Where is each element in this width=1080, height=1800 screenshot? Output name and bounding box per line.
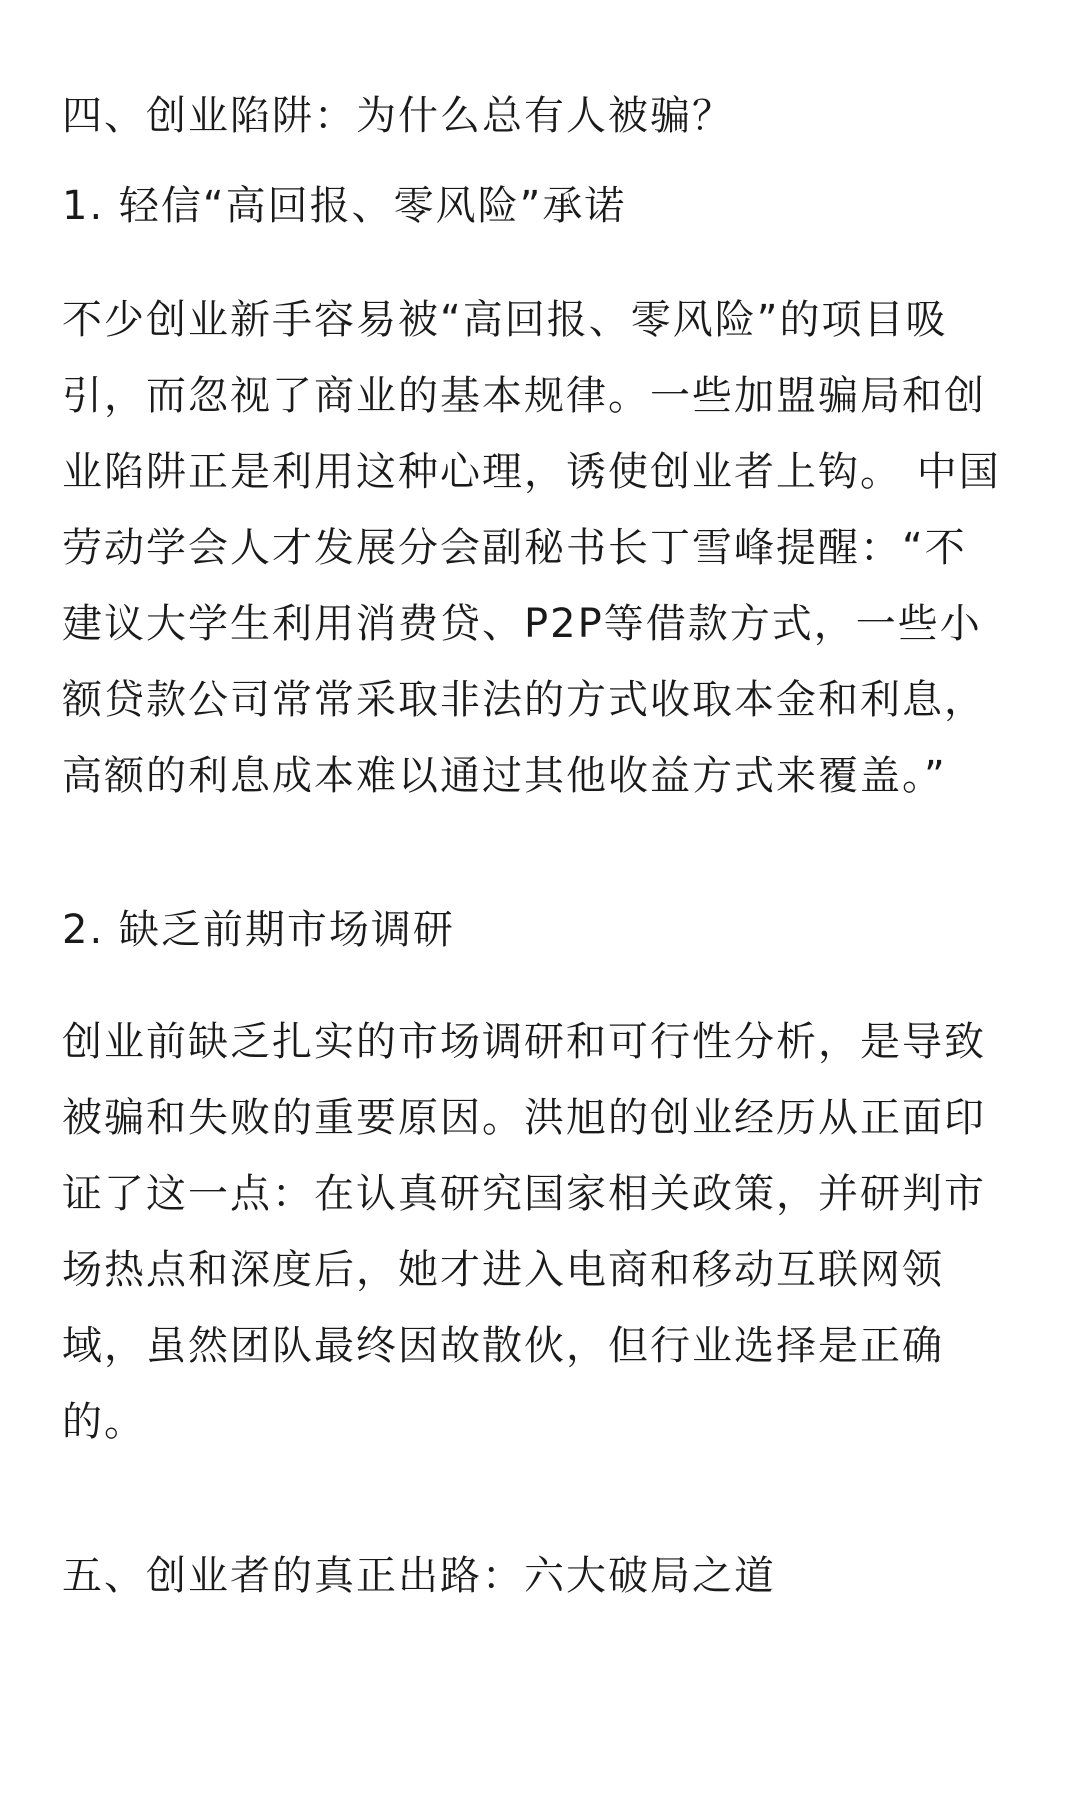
paragraph-line: 的。 [62, 1399, 146, 1445]
section-4-heading: 四、创业陷阱：为什么总有人被骗？ [62, 93, 734, 139]
item-2-heading: 2. 缺乏前期市场调研 [62, 907, 455, 953]
paragraph-line: 场热点和深度后，她才进入电商和移动互联网领 [62, 1247, 944, 1293]
paragraph-line: 业陷阱正是利用这种心理，诱使创业者上钩。 中国 [62, 449, 1001, 495]
item-1-paragraph [62, 282, 1001, 814]
paragraph-line: 创业前缺乏扎实的市场调研和可行性分析，是导致 [62, 1019, 986, 1065]
section-5-heading: 五、创业者的真正出路：六大破局之道 [62, 1553, 776, 1599]
item-2-paragraph [62, 1004, 986, 1460]
paragraph-line: 不少创业新手容易被“高回报、零风险”的项目吸 [62, 297, 948, 343]
paragraph-line: 劳动学会人才发展分会副秘书长丁雪峰提醒：“不 [62, 525, 967, 571]
paragraph-line: 证了这一点：在认真研究国家相关政策，并研判市 [62, 1171, 986, 1217]
item-1-heading: 1. 轻信“高回报、零风险”承诺 [62, 183, 627, 229]
paragraph-line: 建议大学生利用消费贷、P2P等借款方式，一些小 [62, 601, 982, 647]
paragraph-line: 域，虽然团队最终因故散伙，但行业选择是正确 [62, 1323, 944, 1369]
paragraph-line: 被骗和失败的重要原因。洪旭的创业经历从正面印 [62, 1095, 986, 1141]
paragraph-line: 引，而忽视了商业的基本规律。一些加盟骗局和创 [62, 373, 986, 419]
paragraph-line: 高额的利息成本难以通过其他收益方式来覆盖。” [62, 753, 947, 799]
paragraph-line: 额贷款公司常常采取非法的方式收取本金和利息， [62, 677, 986, 723]
